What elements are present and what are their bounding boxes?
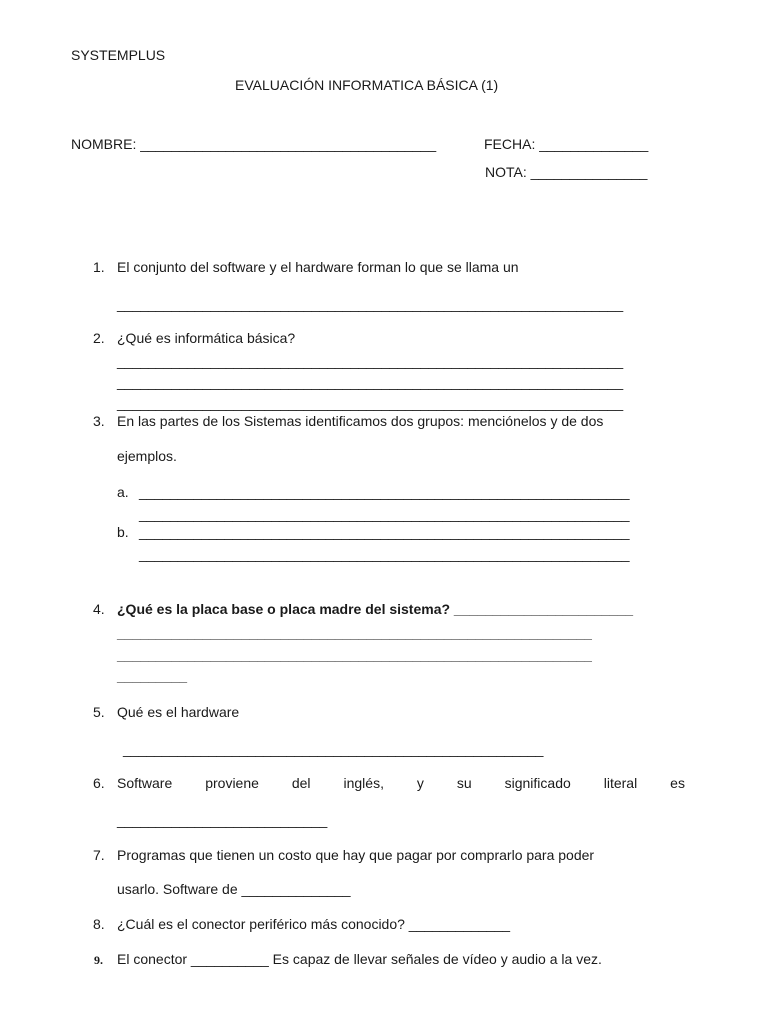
question-text: ¿Qué es la placa base o placa madre del sistema? _______________________ [117,601,634,617]
answer-line: _______________________________________________________________ [139,524,630,540]
question-number: 4. [93,601,105,617]
question-number: 8. [93,916,105,932]
word: su [456,775,472,791]
word: literal [603,775,638,791]
answer-line: _________________________________________________________________ [117,374,624,390]
question-number: 9. [94,953,103,967]
answer-line: _________________________________________________________________ [117,296,624,312]
option-label-b: b. [117,524,129,540]
word: es [670,775,685,791]
question-text: Programas que tienen un costo que hay que pagar por comprarlo para poder [117,847,595,863]
question-number: 6. [93,775,105,791]
question-text: El conector __________ Es capaz de llevar señales de vídeo y audio a la vez. [117,951,602,967]
question-text: ¿Qué es informática básica? [117,330,296,346]
word: del [291,775,311,791]
fecha-field: FECHA: ______________ [484,136,649,152]
question-text: El conjunto del software y el hardware forman lo que se llama un [117,259,519,275]
question-number: 2. [93,330,105,346]
answer-line: _____________________________________________________________ [117,647,592,663]
option-label-a: a. [117,484,129,500]
answer-line: _______________________________________________________________ [139,546,630,562]
document-title: EVALUACIÓN INFORMATICA BÁSICA (1) [235,77,499,93]
nota-field: NOTA: _______________ [485,164,648,180]
answer-line: ______________________________________________________ [123,741,544,757]
question-number: 3. [93,413,105,429]
company-name: SYSTEMPLUS [71,47,166,63]
answer-line: _________ [117,668,188,684]
nombre-field: NOMBRE: ______________________________________ [71,136,437,152]
answer-line: _____________________________________________________________ [117,625,592,641]
word: significado [504,775,571,791]
word: proviene [205,775,259,791]
question-text [117,775,685,791]
word: inglés, [343,775,384,791]
answer-line: _________________________________________________________________ [117,353,624,369]
word: y [416,775,424,791]
answer-line: _________________________________________________________________ [117,395,624,411]
answer-line: _______________________________________________________________ [139,506,630,522]
question-number: 7. [93,847,105,863]
answer-line: _______________________________________________________________ [139,484,630,500]
word: Software [117,775,173,791]
question-text-continued: ejemplos. [117,448,177,464]
question-number: 1. [93,259,105,275]
question-text: Qué es el hardware [117,704,240,720]
question-number: 5. [93,704,105,720]
question-text-continued: usarlo. Software de ______________ [117,881,351,897]
question-text: ¿Cuál es el conector periférico más conocido? _____________ [117,916,511,932]
answer-line: ___________________________ [117,812,328,828]
question-text: En las partes de los Sistemas identificamos dos grupos: menciónelos y de dos [117,413,604,429]
